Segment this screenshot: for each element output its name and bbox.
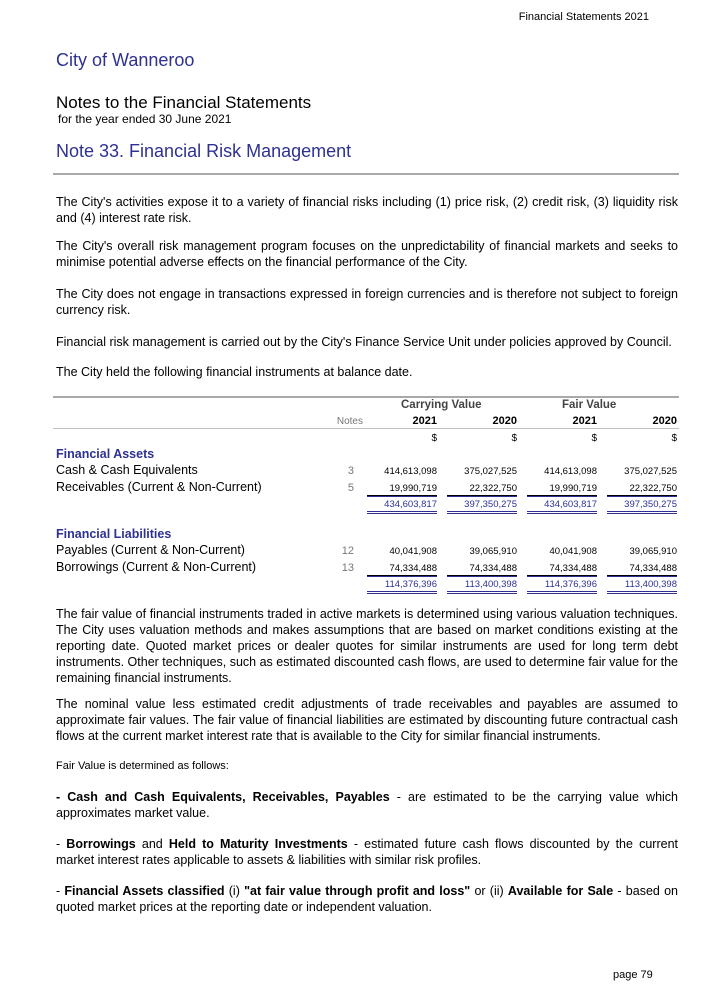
row-label: Borrowings (Current & Non-Current) xyxy=(56,560,257,574)
bullet-dash: - xyxy=(56,790,68,804)
section-title: Notes to the Financial Statements xyxy=(56,93,312,112)
total-value: 397,350,275 xyxy=(447,496,517,514)
bullet-borrowings xyxy=(56,836,678,868)
title-divider xyxy=(53,173,679,175)
bullet-dash: - xyxy=(56,837,67,851)
assets-heading: Financial Assets xyxy=(56,447,155,461)
intro-paragraph: The City held the following financial instruments at balance date. xyxy=(56,365,413,379)
row-note: 13 xyxy=(341,562,354,574)
section-period: for the year ended 30 June 2021 xyxy=(58,112,232,126)
group-carrying-value: Carrying Value xyxy=(401,399,482,411)
intro-paragraph: The City's activities expose it to a variety of financial risks including (1) price risk, (2) credit risk, (3) liquidity risk and (4) interest rate risk. xyxy=(56,195,678,225)
bullet-mid: (i) xyxy=(224,884,245,898)
currency-label: $ xyxy=(591,433,597,444)
cell-value: 414,613,098 xyxy=(384,466,437,477)
cell-value: 22,322,750 xyxy=(447,483,517,496)
body-paragraph: The nominal value less estimated credit adjustments of trade receivables and payables are assumed to approximate fair values. The fair value of financial liabilities are estimated by discounting future contractual cash flows at the current market interest rate that is available to the City for similar financial instruments. xyxy=(56,697,678,743)
total-value: 397,350,275 xyxy=(607,496,677,514)
cell-value: 375,027,525 xyxy=(624,466,677,477)
bullet-financial-assets xyxy=(56,883,678,915)
fair-value-intro: Fair Value is determined as follows: xyxy=(56,760,229,772)
financial-instruments-table xyxy=(53,396,679,606)
bullet-dash: - xyxy=(56,884,65,898)
row-note: 12 xyxy=(341,545,354,557)
year-header: 2020 xyxy=(492,415,517,427)
cell-value: 375,027,525 xyxy=(464,466,517,477)
bullet-bold: Cash and Cash Equivalents, Receivables, Payables xyxy=(67,790,390,804)
page-number: page 79 xyxy=(613,969,653,981)
header-rule xyxy=(53,428,679,429)
cell-value: 40,041,908 xyxy=(389,546,437,557)
liabilities-heading: Financial Liabilities xyxy=(56,527,172,541)
bullet-text: - based on quoted market prices at the reporting date or independent valuation. xyxy=(56,884,678,914)
bullet-text: - estimated future cash flows discounted by the current market interest rates applicable to assets & liabilities with similar risk profiles. xyxy=(56,837,678,867)
header-doc-title: Financial Statements 2021 xyxy=(518,11,649,23)
bullet-bold: "at fair value through profit and loss" xyxy=(244,884,471,898)
row-note: 5 xyxy=(347,482,354,494)
year-header: 2021 xyxy=(572,415,597,427)
org-name: City of Wanneroo xyxy=(56,50,195,70)
row-label: Receivables (Current & Non-Current) xyxy=(56,480,262,494)
bullet-bold: Borrowings xyxy=(66,837,136,851)
group-fair-value: Fair Value xyxy=(562,399,617,411)
bullet-bold: Financial Assets classified xyxy=(64,884,225,898)
year-header: 2020 xyxy=(652,415,677,427)
cell-value: 414,613,098 xyxy=(544,466,597,477)
cell-value: 74,334,488 xyxy=(447,563,517,576)
cell-value: 39,065,910 xyxy=(629,546,677,557)
total-value: 434,603,817 xyxy=(367,496,437,514)
bullet-bold: Available for Sale xyxy=(507,884,614,898)
intro-paragraph: Financial risk management is carried out by the City's Finance Service Unit under policies approved by Council. xyxy=(56,335,672,349)
total-value: 114,376,396 xyxy=(367,576,437,594)
total-value: 113,400,398 xyxy=(447,576,517,594)
row-label: Payables (Current & Non-Current) xyxy=(56,543,245,557)
currency-label: $ xyxy=(431,433,437,444)
total-value: 113,400,398 xyxy=(607,576,677,594)
currency-label: $ xyxy=(671,433,677,444)
note-title: Note 33. Financial Risk Management xyxy=(56,141,352,161)
cell-value: 39,065,910 xyxy=(469,546,517,557)
bullet-bold: Held to Maturity Investments xyxy=(168,837,348,851)
intro-paragraph: The City's overall risk management program focuses on the unpredictability of financial markets and seeks to minimise potential adverse effects on the financial performance of the City. xyxy=(56,239,678,269)
table-top-rule xyxy=(53,396,679,398)
cell-value: 19,990,719 xyxy=(527,483,597,496)
body-paragraph: The fair value of financial instruments traded in active markets is determined using various valuation techniques. The City uses valuation methods and makes assumptions that are based on market conditions existing at the reporting date. Quoted market prices or dealer quotes for similar instruments are used for long term debt instruments. Other techniques, such as estimated discounted cash flows, are used to determine fair value for the remaining financial instruments. xyxy=(56,607,678,685)
row-label: Cash & Cash Equivalents xyxy=(56,463,198,477)
year-header: 2021 xyxy=(412,415,437,427)
bullet-text: - are estimated to be the carrying value which approximates market value. xyxy=(56,790,679,820)
row-note: 3 xyxy=(347,465,354,477)
notes-header: Notes xyxy=(336,416,363,427)
cell-value: 22,322,750 xyxy=(607,483,677,496)
bullet-mid: and xyxy=(135,837,169,851)
cell-value: 19,990,719 xyxy=(367,483,437,496)
total-value: 114,376,396 xyxy=(527,576,597,594)
cell-value: 74,334,488 xyxy=(527,563,597,576)
cell-value: 74,334,488 xyxy=(367,563,437,576)
cell-value: 74,334,488 xyxy=(607,563,677,576)
total-value: 434,603,817 xyxy=(527,496,597,514)
bullet-cash xyxy=(56,789,678,821)
cell-value: 40,041,908 xyxy=(549,546,597,557)
intro-paragraph: The City does not engage in transactions expressed in foreign currencies and is therefore not subject to foreign currency risk. xyxy=(56,287,678,317)
currency-label: $ xyxy=(511,433,517,444)
bullet-mid: or (ii) xyxy=(470,884,508,898)
